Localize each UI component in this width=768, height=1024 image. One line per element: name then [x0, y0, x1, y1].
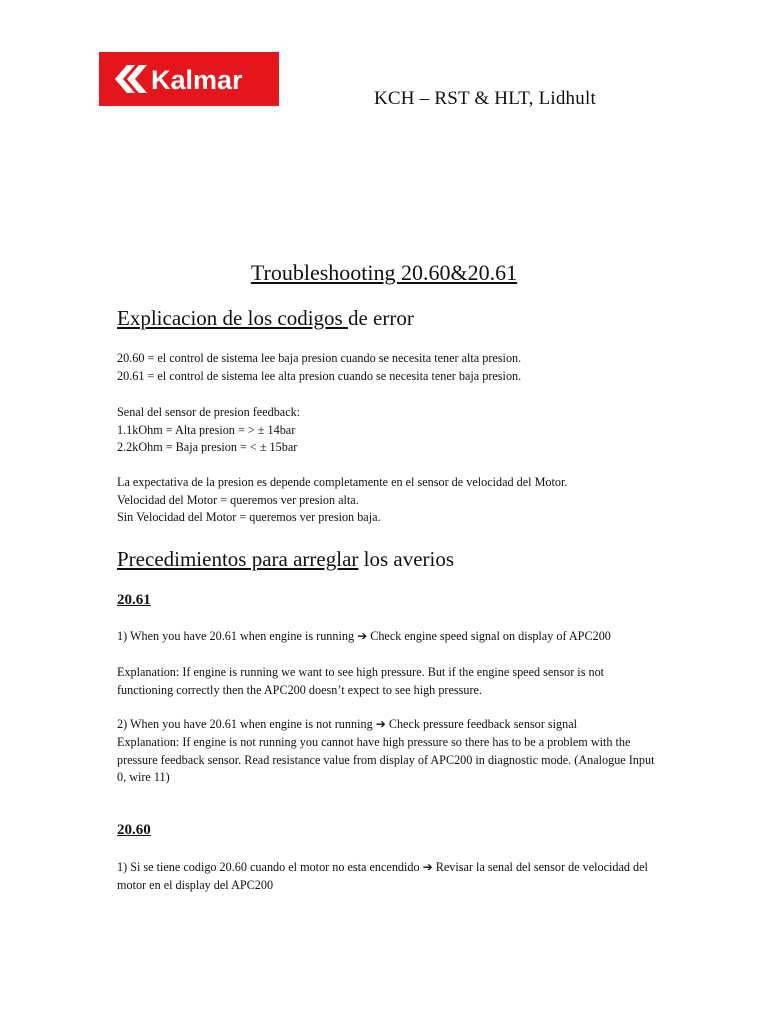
procedure-20-61-step-1: 1) When you have 20.61 when engine is running ➔ Check engine speed signal on display of APC200	[117, 629, 611, 643]
kalmar-logo-mark	[109, 59, 269, 99]
procedure-20-61-step-1-explanation: Explanation: If engine is running we want to see high pressure. But if the engine speed sensor is not functioning correctly then the APC200 doesn’t expect to see high pressure.	[117, 665, 605, 697]
subheading-20-60: 20.60	[117, 822, 151, 838]
logo-text: Kalmar	[151, 65, 243, 95]
header-title: KCH – RST & HLT, Lidhult	[374, 88, 596, 109]
arrow-right-icon: ➔	[375, 717, 386, 731]
procedure-20-60-step-1: 1) Si se tiene codigo 20.60 cuando el motor no esta encendido ➔ Revisar la senal del sensor de velocidad del motor en el display del APC200	[117, 860, 648, 892]
kalmar-logo	[99, 52, 279, 106]
procedure-20-61-step-2: 2) When you have 20.61 when engine is not running ➔ Check pressure feedback sensor signal	[117, 717, 577, 731]
section-heading-procedures: Precedimientos para arreglar los averios	[117, 547, 455, 571]
document-title: Troubleshooting 20.60&20.61	[250, 260, 518, 285]
arrow-right-icon: ➔	[422, 860, 433, 874]
section-heading-codes: Explicacion de los codigos de error	[117, 306, 414, 330]
pressure-expectation-text: La expectativa de la presion es depende completamente en el sensor de velocidad del Motor. Velocidad del Motor = queremos ver presion alta. Sin Velocidad del Motor = queremos ver presion baja.	[117, 475, 568, 524]
procedure-20-61-step-2-explanation: Explanation: If engine is not running you cannot have high pressure so there has to be a problem with the pressure feedback sensor. Read resistance value from display of APC200 in diagnostic mode. (Analogue Input 0, wire 11)	[117, 735, 655, 784]
error-code-definitions: 20.60 = el control de sistema lee baja presion cuando se necesita tener alta presion. 20.61 = el control de sistema lee alta presion cuando se necesita tener baja presion.	[117, 351, 522, 383]
arrow-right-icon: ➔	[357, 629, 368, 643]
subheading-20-61: 20.61	[117, 592, 151, 608]
feedback-signal-values: Senal del sensor de presion feedback: 1.1kOhm = Alta presion = > ± 14bar 2.2kOhm = Baja presion = < ± 15bar	[117, 405, 301, 454]
